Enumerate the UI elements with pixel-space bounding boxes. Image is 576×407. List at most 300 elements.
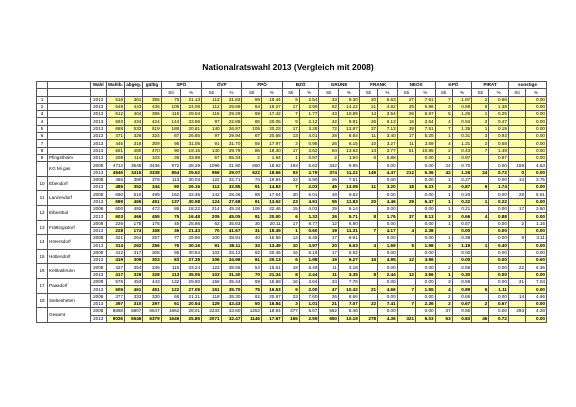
table-cell: 22 xyxy=(282,176,299,183)
table-cell: 3 xyxy=(435,242,452,249)
table-cell: 26 xyxy=(397,111,415,118)
table-cell: 28.01 xyxy=(181,308,202,315)
table-row xyxy=(37,169,547,176)
table-cell: 29.79 xyxy=(221,147,242,154)
table-cell: 0.22 xyxy=(489,198,509,205)
header-spacer xyxy=(37,82,48,89)
row-index: 4 xyxy=(37,118,48,125)
header-spacer xyxy=(106,89,124,96)
table-cell xyxy=(472,271,489,278)
table-cell xyxy=(397,162,415,169)
table-cell: 4.66 xyxy=(378,286,398,293)
column-subheader: % xyxy=(261,89,282,96)
table-row xyxy=(37,315,547,322)
table-cell: 0.00 xyxy=(526,111,547,118)
table-cell: 85 xyxy=(242,118,262,125)
table-cell: 0.00 xyxy=(489,293,509,300)
table-cell: 6546 xyxy=(125,315,143,322)
table-cell: 593 xyxy=(106,118,124,125)
table-cell: 2 xyxy=(435,147,452,154)
table-cell: 453 xyxy=(125,279,143,286)
table-cell: 346 xyxy=(143,264,161,271)
table-cell: 7 xyxy=(282,184,299,191)
table-cell: 15.61 xyxy=(261,264,282,271)
table-cell: 317 xyxy=(125,249,143,256)
table-cell: 55 xyxy=(242,140,262,147)
table-cell: 11.83 xyxy=(338,198,359,205)
table-cell: 8 xyxy=(282,271,299,278)
table-cell xyxy=(359,162,377,169)
table-cell xyxy=(397,206,415,213)
table-cell: 2013 xyxy=(90,154,106,161)
table-cell: 0.39 xyxy=(452,235,472,242)
table-cell: 2 xyxy=(508,220,525,227)
municipality-name xyxy=(48,118,91,125)
table-cell: 3436 xyxy=(143,162,161,169)
table-row xyxy=(37,264,547,271)
table-cell: 3.59 xyxy=(416,140,436,147)
table-cell: 19.27 xyxy=(261,103,282,110)
row-index: 1 xyxy=(37,96,48,103)
table-cell: 6.57 xyxy=(416,111,436,118)
table-cell: 472 xyxy=(143,206,161,213)
table-cell xyxy=(359,191,377,198)
table-cell: 3 xyxy=(435,213,452,220)
table-row xyxy=(37,176,547,183)
column-subheader: % xyxy=(416,89,436,96)
table-cell: 27.39 xyxy=(181,257,202,264)
table-cell: 374 xyxy=(319,169,339,176)
table-cell: 1252 xyxy=(242,308,262,315)
table-cell: 48 xyxy=(319,191,339,198)
table-cell: 2013 xyxy=(90,257,106,264)
table-cell: 0.58 xyxy=(489,140,509,147)
table-cell: 42 xyxy=(435,169,452,176)
table-cell: 37 xyxy=(435,308,452,315)
table-cell: 6.90 xyxy=(338,220,359,227)
table-row xyxy=(37,133,547,140)
table-cell: 14 xyxy=(359,111,377,118)
table-cell: 352 xyxy=(125,184,143,191)
table-cell: 297 xyxy=(143,300,161,307)
table-cell: 1.98 xyxy=(299,257,319,264)
table-cell: 2 xyxy=(472,300,489,307)
table-row xyxy=(37,271,547,278)
table-cell: 0.00 xyxy=(526,140,547,147)
table-cell: 2013 xyxy=(90,96,106,103)
table-cell: 0.00 xyxy=(489,308,509,315)
table-row xyxy=(37,300,547,307)
table-cell: 4.36 xyxy=(378,315,398,322)
table-cell: 2008 xyxy=(90,162,106,169)
table-cell: 62 xyxy=(202,220,222,227)
table-cell: 33.24 xyxy=(181,264,202,271)
table-cell: 510 xyxy=(125,191,143,198)
table-cell xyxy=(397,308,415,315)
table-cell: 7 xyxy=(435,96,452,103)
table-cell: 93 xyxy=(282,169,299,176)
table-cell: 20.54 xyxy=(181,300,202,307)
table-cell: 35.55 xyxy=(221,264,242,271)
table-cell: 0.00 xyxy=(526,213,547,220)
table-cell: 318 xyxy=(125,140,143,147)
row-index: 18 xyxy=(37,293,48,308)
table-cell: 0.00 xyxy=(378,249,398,256)
column-header: FRANK xyxy=(359,82,397,89)
table-cell: 2013 xyxy=(90,227,106,234)
table-cell: 6647 xyxy=(143,308,161,315)
table-cell: 486 xyxy=(106,184,124,191)
table-row xyxy=(37,249,547,256)
table-cell: 4.66 xyxy=(526,293,547,300)
table-cell: 9.95 xyxy=(338,162,359,169)
table-cell: 4.82 xyxy=(378,103,398,110)
table-cell: 0.00 xyxy=(416,176,436,183)
table-row xyxy=(37,213,547,220)
table-cell: 11 xyxy=(359,133,377,140)
column-subheader: Sti xyxy=(242,89,262,96)
table-cell: 91 xyxy=(242,213,262,220)
table-cell: 13.87 xyxy=(338,125,359,132)
table-cell: 45.34 xyxy=(221,206,242,213)
table-cell: 3.97 xyxy=(299,242,319,249)
table-cell: 0.00 xyxy=(378,264,398,271)
table-cell: 1.77 xyxy=(299,111,319,118)
table-cell: 419 xyxy=(106,257,124,264)
table-cell: 5 xyxy=(472,286,489,293)
table-cell: 13.62 xyxy=(338,147,359,154)
table-cell: 471 xyxy=(106,133,124,140)
table-cell: 1.11 xyxy=(489,286,509,293)
table-cell: 3 xyxy=(435,103,452,110)
table-cell: 2.03 xyxy=(299,184,319,191)
table-cell: 0.00 xyxy=(416,264,436,271)
table-row xyxy=(37,96,547,103)
table-cell: 1 xyxy=(472,198,489,205)
table-row xyxy=(37,103,547,110)
table-cell: 17 xyxy=(282,220,299,227)
table-cell: 650 xyxy=(242,162,262,169)
table-cell: 3.90 xyxy=(299,103,319,110)
table-cell: 69 xyxy=(242,279,262,286)
table-cell xyxy=(359,220,377,227)
table-cell: 0.57 xyxy=(452,220,472,227)
table-cell: 533 xyxy=(125,125,143,132)
table-cell: 0.94 xyxy=(452,118,472,125)
page-title: Nationalratswahl 2013 (Vergleich mit 2008) xyxy=(202,62,374,72)
table-cell xyxy=(472,154,489,161)
table-cell: 4714 xyxy=(106,162,124,169)
column-subheader: % xyxy=(338,89,359,96)
table-cell: 2013 xyxy=(90,133,106,140)
table-cell: 465 xyxy=(125,198,143,205)
table-cell xyxy=(397,264,415,271)
table-cell: 30.84 xyxy=(181,249,202,256)
table-cell: 21.34 xyxy=(261,271,282,278)
table-cell xyxy=(508,286,525,293)
table-cell: 3 xyxy=(435,279,452,286)
table-cell: 37 xyxy=(359,125,377,132)
table-cell: 0.31 xyxy=(452,133,472,140)
table-cell: 3 xyxy=(472,133,489,140)
table-cell: 1.49 xyxy=(489,147,509,154)
table-cell xyxy=(359,176,377,183)
table-cell: 1 xyxy=(435,271,452,278)
header-spacer xyxy=(143,89,161,96)
table-cell: 412 xyxy=(106,249,124,256)
table-cell: 91 xyxy=(202,242,222,249)
table-cell: 326 xyxy=(125,133,143,140)
table-cell: 6 xyxy=(472,184,489,191)
table-cell: 3.62 xyxy=(299,147,319,154)
table-cell: 2008 xyxy=(90,308,106,315)
table-cell: 61 xyxy=(242,257,262,264)
table-cell: 31 xyxy=(242,227,262,234)
table-cell xyxy=(508,154,525,161)
table-cell: 361 xyxy=(125,96,143,103)
table-cell: 3.18 xyxy=(338,264,359,271)
table-cell: 1 xyxy=(472,111,489,118)
table-row xyxy=(37,235,547,242)
table-cell: 0.66 xyxy=(452,213,472,220)
column-header: sonstige xyxy=(508,82,546,89)
table-cell: 132 xyxy=(161,279,181,286)
table-cell xyxy=(359,308,377,315)
municipality-name: Hüttendorf xyxy=(48,249,91,264)
table-cell: 1.32 xyxy=(299,213,319,220)
table-cell: 4.17 xyxy=(378,227,398,234)
table-cell: 7 xyxy=(435,125,452,132)
table-cell: 443 xyxy=(143,279,161,286)
table-cell: 445 xyxy=(106,140,124,147)
table-cell: 0.88 xyxy=(489,213,509,220)
table-cell: 13.08 xyxy=(338,184,359,191)
table-cell: 0.00 xyxy=(489,264,509,271)
table-cell: 106 xyxy=(202,257,222,264)
table-cell: 62 xyxy=(242,293,262,300)
table-cell: 2008 xyxy=(90,220,106,227)
table-cell: 0.00 xyxy=(378,235,398,242)
row-index: 13 xyxy=(37,220,48,235)
table-cell: 2013 xyxy=(90,125,106,132)
table-cell: 144 xyxy=(161,118,181,125)
table-cell xyxy=(397,249,415,256)
table-cell: 9.30 xyxy=(338,96,359,103)
table-cell: 0.56 xyxy=(452,308,472,315)
table-cell: 1.15 xyxy=(526,220,547,227)
table-cell: 20.45 xyxy=(261,249,282,256)
table-cell: 9.91 xyxy=(338,118,359,125)
table-cell: 36.11 xyxy=(221,242,242,249)
table-cell: 42 xyxy=(319,118,339,125)
table-cell: 1 xyxy=(435,206,452,213)
table-cell: 212 xyxy=(397,169,415,176)
table-cell: 7 xyxy=(472,147,489,154)
table-cell: 492 xyxy=(125,206,143,213)
row-index: 8 xyxy=(37,147,48,154)
table-cell: 6 xyxy=(472,103,489,110)
table-cell xyxy=(397,220,415,227)
table-cell: 35.30 xyxy=(221,293,242,300)
table-cell: 2013 xyxy=(90,169,106,176)
table-cell: 0.00 xyxy=(526,286,547,293)
row-index: 12 xyxy=(37,206,48,221)
table-cell: 0.00 xyxy=(526,96,547,103)
table-cell: 0.00 xyxy=(526,118,547,125)
table-cell: 209 xyxy=(106,154,124,161)
table-cell: 162 xyxy=(161,191,181,198)
table-cell: 20 xyxy=(319,242,339,249)
table-row xyxy=(37,191,547,198)
table-cell: 22 xyxy=(508,264,525,271)
table-cell: 57 xyxy=(202,154,222,161)
table-cell: 1 xyxy=(435,220,452,227)
table-cell: 0.83 xyxy=(452,315,472,322)
table-cell: 396 xyxy=(143,111,161,118)
table-cell xyxy=(508,242,525,249)
table-cell: 0.00 xyxy=(416,249,436,256)
table-cell: 6807 xyxy=(125,308,143,315)
table-cell: 1.26 xyxy=(452,169,472,176)
table-cell: 436 xyxy=(143,103,161,110)
table-cell: 3.54 xyxy=(378,111,398,118)
table-cell: 2013 xyxy=(90,147,106,154)
row-index: 17 xyxy=(37,279,48,294)
table-cell xyxy=(359,264,377,271)
table-cell: 35.63 xyxy=(221,220,242,227)
table-cell: 19 xyxy=(319,257,339,264)
table-cell: 115 xyxy=(161,111,181,118)
table-cell: 28.29 xyxy=(181,162,202,169)
table-cell: 11 xyxy=(397,140,415,147)
table-cell: 14 xyxy=(508,293,525,300)
table-cell: 103 xyxy=(202,271,222,278)
table-cell: 4.03 xyxy=(299,206,319,213)
column-subheader: % xyxy=(299,89,319,96)
table-cell: 30.03 xyxy=(181,176,202,183)
table-cell: 650 xyxy=(319,315,339,322)
header-spacer xyxy=(37,89,48,96)
table-cell: 16 xyxy=(282,249,299,256)
table-cell: 434 xyxy=(125,118,143,125)
table-cell xyxy=(472,206,489,213)
municipality-name: Ebendorf xyxy=(48,176,91,191)
table-cell: 1.31 xyxy=(452,140,472,147)
table-cell: 47 xyxy=(319,286,339,293)
table-cell: 149 xyxy=(359,169,377,176)
column-subheader: % xyxy=(378,89,398,96)
table-cell: 18.92 xyxy=(261,162,282,169)
table-cell: 0.87 xyxy=(452,184,472,191)
table-cell: 2008 xyxy=(90,293,106,300)
column-header: gültig xyxy=(143,82,161,89)
table-cell: 2.12 xyxy=(299,118,319,125)
table-cell: 26.97 xyxy=(221,125,242,132)
table-cell: 377 xyxy=(282,308,299,315)
table-cell: 2008 xyxy=(90,264,106,271)
table-cell: 1.19 xyxy=(452,242,472,249)
table-cell: 55.34 xyxy=(221,154,242,161)
table-cell: 20 xyxy=(359,96,377,103)
table-cell xyxy=(508,125,525,132)
table-cell: 378 xyxy=(143,176,161,183)
table-cell xyxy=(508,315,525,322)
table-cell: 2.00 xyxy=(299,286,319,293)
table-cell: 0.00 xyxy=(526,271,547,278)
table-cell: 0.43 xyxy=(452,147,472,154)
table-cell: 2.77 xyxy=(378,147,398,154)
table-cell: 27.05 xyxy=(181,286,202,293)
municipality-name: Pfingstheim xyxy=(48,154,91,161)
table-cell: 34.98 xyxy=(221,257,242,264)
table-cell: 1 xyxy=(435,198,452,205)
row-index: 7 xyxy=(37,140,48,147)
table-cell: 17 xyxy=(282,103,299,110)
table-cell: 3.20 xyxy=(378,184,398,191)
municipality-name: Kettlasbrunn xyxy=(48,264,91,279)
table-cell: 1.59 xyxy=(378,242,398,249)
table-cell: 4.28 xyxy=(526,308,547,315)
table-cell: 88 xyxy=(242,191,262,198)
table-cell xyxy=(508,96,525,103)
table-cell: 1.98 xyxy=(416,242,436,249)
table-cell: 330 xyxy=(143,293,161,300)
table-cell xyxy=(508,147,525,154)
table-cell: 7.51 xyxy=(338,176,359,183)
column-subheader: Sti xyxy=(435,89,452,96)
table-cell: 26 xyxy=(359,118,377,125)
table-cell: 29.94 xyxy=(221,133,242,140)
table-cell: 0.27 xyxy=(452,176,472,183)
table-cell: 461 xyxy=(125,286,143,293)
table-cell: 35.70 xyxy=(221,286,242,293)
table-cell: 20.00 xyxy=(261,213,282,220)
table-cell: 32.47 xyxy=(221,315,242,322)
table-cell: 15 xyxy=(282,206,299,213)
table-cell: 0.00 xyxy=(378,176,398,183)
table-cell: 7.60 xyxy=(299,293,319,300)
table-cell: 37 xyxy=(397,213,415,220)
table-cell: 97 xyxy=(202,118,222,125)
table-cell: 0.00 xyxy=(378,308,398,315)
table-cell: 1862 xyxy=(161,308,181,315)
table-cell: 10 xyxy=(282,242,299,249)
table-cell: 75 xyxy=(161,213,181,220)
table-cell: 8.46 xyxy=(338,308,359,315)
table-cell: 600 xyxy=(106,206,124,213)
table-cell: 2.38 xyxy=(416,227,436,234)
table-cell: 19 xyxy=(282,264,299,271)
table-cell: 27 xyxy=(397,96,415,103)
table-cell xyxy=(472,220,489,227)
table-cell: 1 xyxy=(435,176,452,183)
table-cell: 75 xyxy=(161,96,181,103)
table-cell: 72 xyxy=(319,125,339,132)
table-cell xyxy=(397,279,415,286)
table-cell: 470 xyxy=(143,147,161,154)
table-cell: 256 xyxy=(143,242,161,249)
table-cell: 0.00 xyxy=(526,242,547,249)
row-index: 10 xyxy=(37,176,48,191)
table-cell: 6.47 xyxy=(416,198,436,205)
table-cell: 465 xyxy=(106,176,124,183)
table-cell: 7.61 xyxy=(416,96,436,103)
table-cell: 2 xyxy=(319,154,339,161)
table-cell: 62 xyxy=(319,103,339,110)
table-cell: 0.00 xyxy=(378,206,398,213)
table-cell: 0.58 xyxy=(452,264,472,271)
table-cell: 0.00 xyxy=(526,169,547,176)
